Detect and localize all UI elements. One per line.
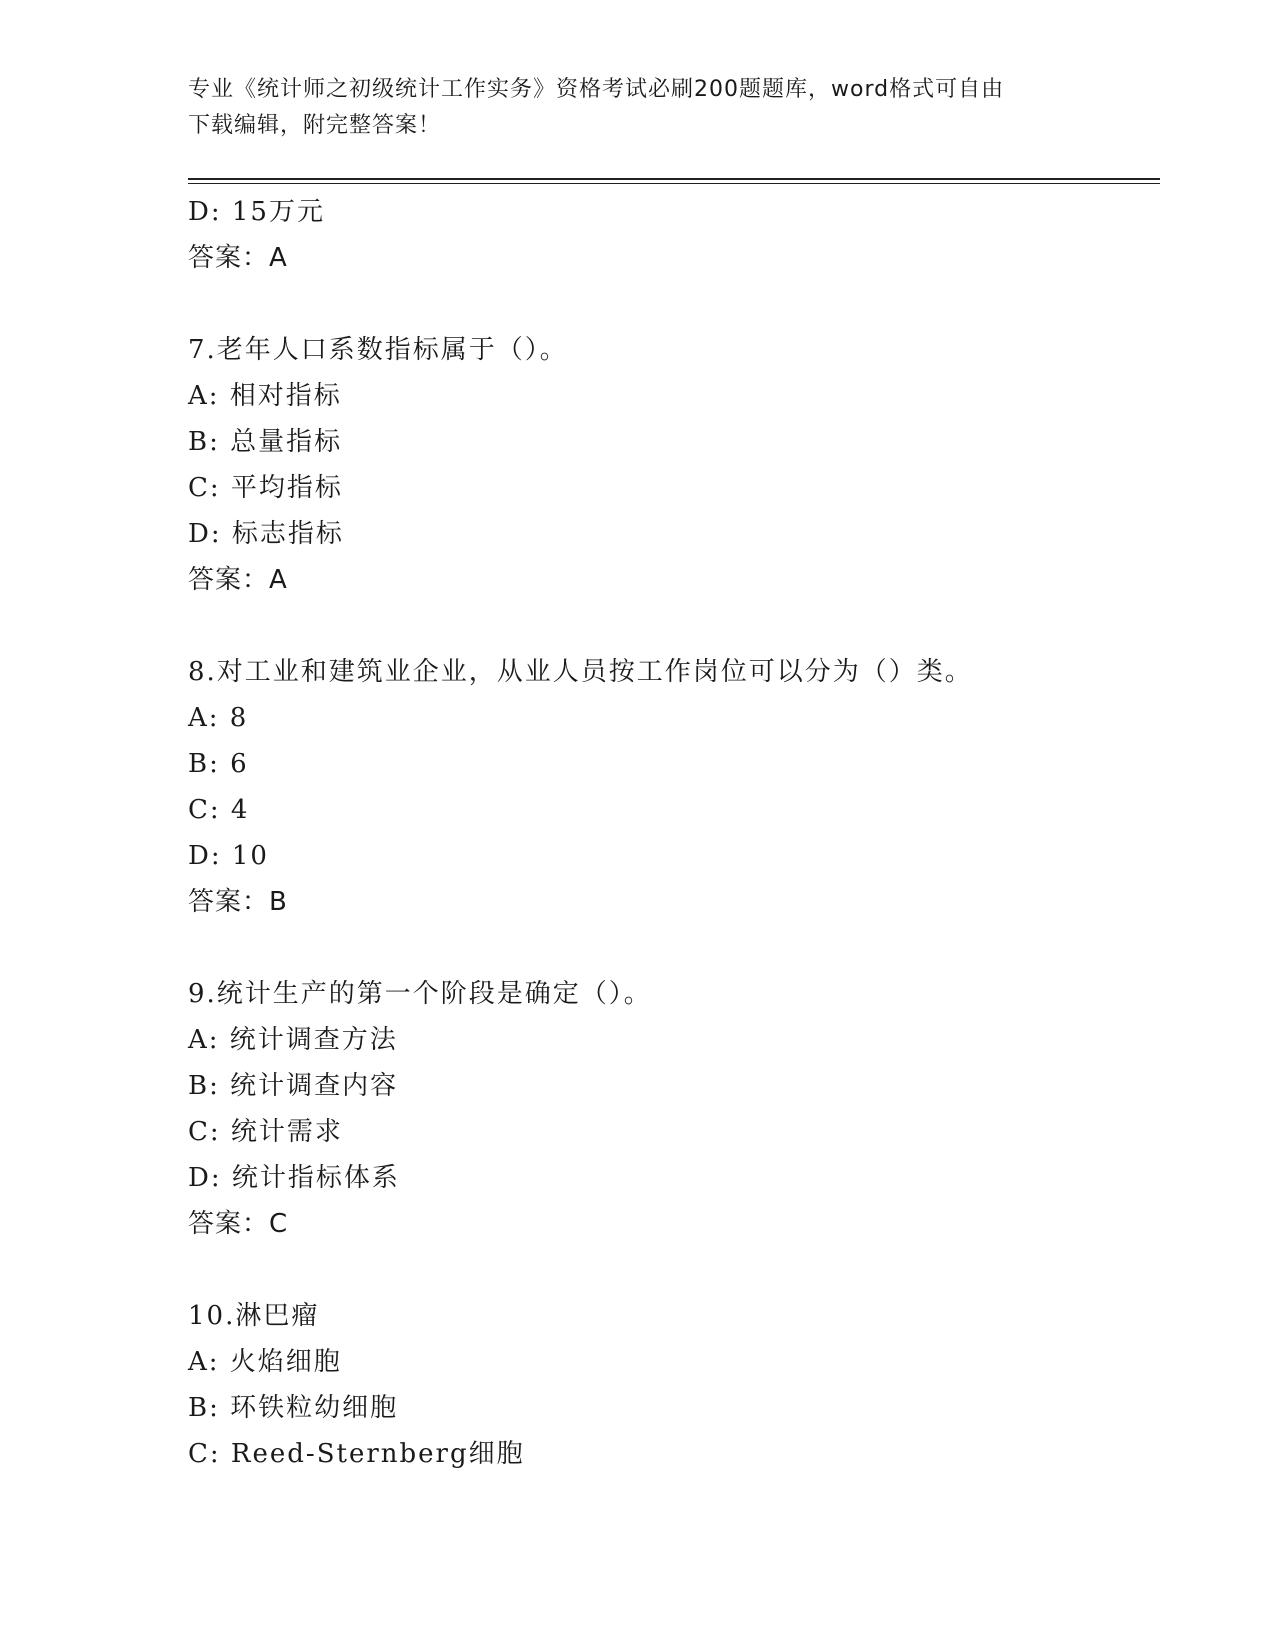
question-block-8	[188, 649, 1168, 925]
spacer	[188, 603, 1168, 649]
option-b: B: 6	[188, 749, 249, 779]
option-a: A: 相对指标	[188, 381, 342, 411]
option-d: D: 统计指标体系	[188, 1163, 400, 1193]
answer-label: 答案：C	[188, 1209, 289, 1239]
question-block-6-tail	[188, 189, 1168, 281]
spacer	[188, 281, 1168, 327]
spacer	[188, 925, 1168, 971]
question-stem: 8.对工业和建筑业企业，从业人员按工作岗位可以分为（）类。	[188, 657, 973, 687]
question-block-10	[188, 1293, 1168, 1477]
header-divider-thin	[188, 183, 1160, 184]
header-divider-thick	[188, 178, 1160, 180]
header-line-2: 下载编辑，附完整答案！	[188, 113, 442, 138]
option-d: D: 10	[188, 841, 269, 871]
option-a: A: 火焰细胞	[188, 1347, 342, 1377]
option-b: B: 总量指标	[188, 427, 343, 457]
answer-label: 答案：B	[188, 887, 288, 917]
option-c: C: Reed-Sternberg细胞	[188, 1439, 525, 1469]
question-list	[188, 189, 1168, 1477]
answer-label: 答案：A	[188, 565, 288, 595]
option-a: A: 统计调查方法	[188, 1025, 398, 1055]
option-d: D: 标志指标	[188, 519, 344, 549]
question-block-7	[188, 327, 1168, 603]
option-b: B: 环铁粒幼细胞	[188, 1393, 399, 1423]
option-c: C: 4	[188, 795, 250, 825]
header-line-1: 专业《统计师之初级统计工作实务》资格考试必刷200题题库，word格式可自由	[188, 77, 1005, 102]
question-block-9	[188, 971, 1168, 1247]
answer-label: 答案：A	[188, 243, 288, 273]
option-d: D: 15万元	[188, 197, 325, 227]
option-a: A: 8	[188, 703, 249, 733]
option-c: C: 统计需求	[188, 1117, 343, 1147]
option-b: B: 统计调查内容	[188, 1071, 399, 1101]
spacer	[188, 1247, 1168, 1293]
question-stem: 9.统计生产的第一个阶段是确定（）。	[188, 979, 652, 1009]
question-stem: 7.老年人口系数指标属于（）。	[188, 335, 568, 365]
option-c: C: 平均指标	[188, 473, 343, 503]
question-stem: 10.淋巴瘤	[188, 1301, 320, 1331]
document-header	[188, 72, 1088, 144]
